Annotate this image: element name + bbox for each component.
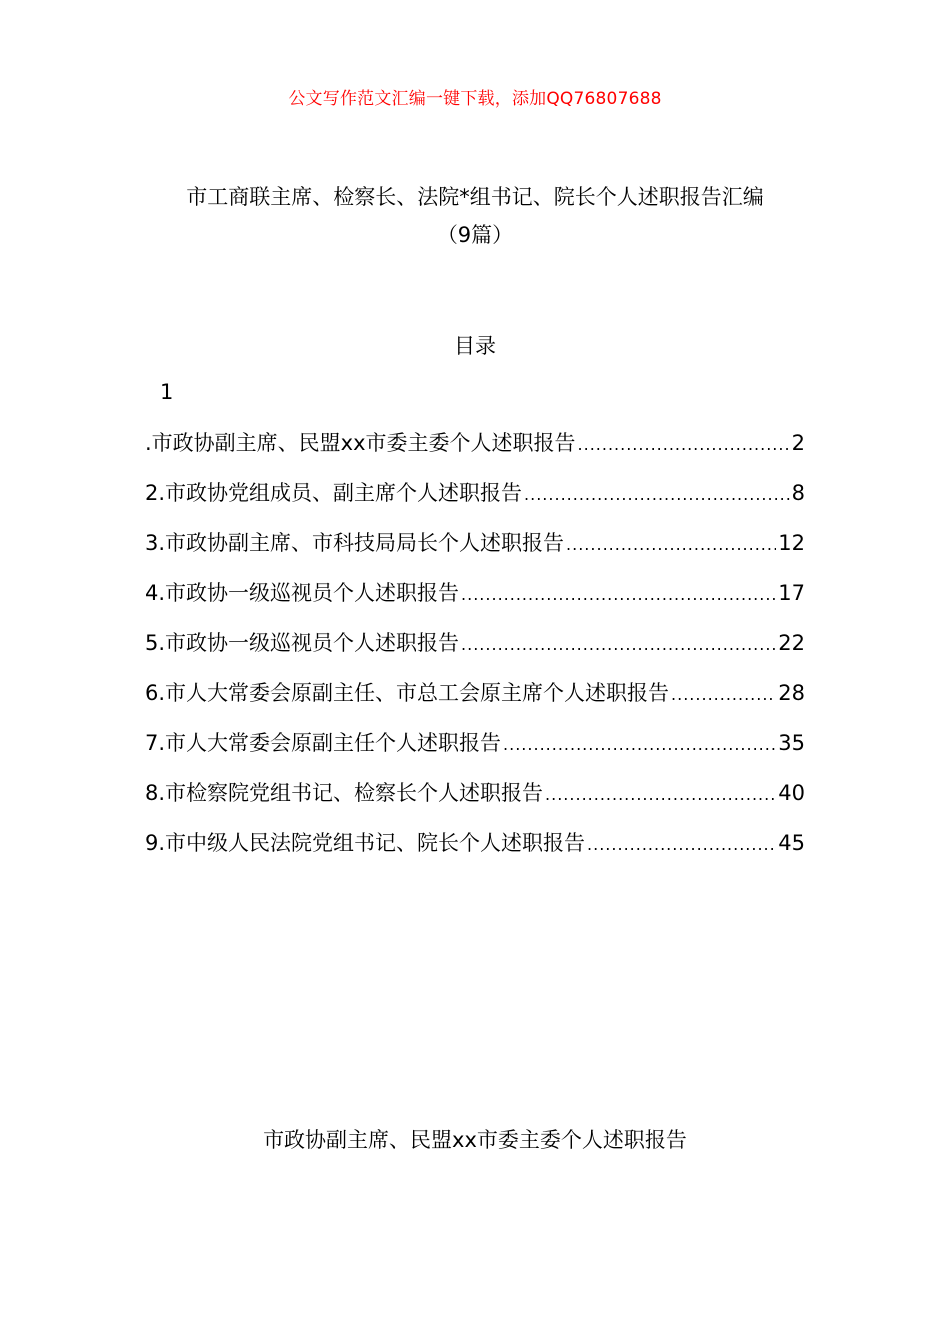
toc-entry-text: 9.市中级人民法院党组书记、院长个人述职报告	[145, 831, 586, 855]
toc-entry-text: .市政协副主席、民盟xx市委主委个人述职报告	[145, 431, 576, 455]
toc-entry[interactable]	[145, 427, 805, 477]
toc-entry-text: 3.市政协副主席、市科技局局长个人述职报告	[145, 531, 565, 555]
toc-entry[interactable]	[145, 777, 805, 827]
document-title-line1: 市工商联主席、检察长、法院*组书记、院长个人述职报告汇编	[186, 185, 764, 209]
toc-entry[interactable]	[145, 527, 805, 577]
toc-leader-dots	[524, 485, 790, 504]
toc-entry-page: 45	[778, 831, 805, 855]
toc-entry[interactable]	[145, 577, 805, 627]
toc-number-line: 1	[160, 380, 174, 404]
toc-entry-page: 2	[791, 431, 805, 455]
toc-entry-page: 35	[778, 731, 805, 755]
toc-leader-dots	[671, 685, 776, 704]
toc-leader-dots	[545, 785, 776, 804]
toc-entry-page: 12	[778, 531, 805, 555]
toc-entry-text: 2.市政协党组成员、副主席个人述职报告	[145, 481, 523, 505]
promo-banner[interactable]: 公文写作范文汇编一键下载，添加QQ76807688	[288, 89, 662, 109]
toc-entry[interactable]	[145, 477, 805, 527]
toc-leader-dots	[566, 535, 776, 554]
toc-entry-text: 4.市政协一级巡视员个人述职报告	[145, 581, 460, 605]
toc-entry-page: 8	[791, 481, 805, 505]
toc-leader-dots	[503, 735, 776, 754]
document-title	[0, 178, 950, 254]
toc-entry-page: 40	[778, 781, 805, 805]
toc-entry[interactable]	[145, 727, 805, 777]
toc-leader-dots	[587, 835, 776, 854]
toc-entry-text: 7.市人大常委会原副主任个人述职报告	[145, 731, 502, 755]
document-title-line2: （9篇）	[436, 223, 514, 247]
toc-entry[interactable]	[145, 627, 805, 677]
toc-leader-dots	[578, 435, 790, 454]
toc-entry-page: 22	[778, 631, 805, 655]
toc-entry[interactable]	[145, 677, 805, 727]
toc-entry[interactable]	[145, 827, 805, 877]
toc-entry-text: 6.市人大常委会原副主任、市总工会原主席个人述职报告	[145, 681, 670, 705]
toc-entry-text: 5.市政协一级巡视员个人述职报告	[145, 631, 460, 655]
table-of-contents	[145, 427, 805, 877]
toc-heading: 目录	[454, 334, 496, 358]
toc-leader-dots	[461, 585, 776, 604]
toc-entry-page: 17	[778, 581, 805, 605]
section-title: 市政协副主席、民盟xx市委主委个人述职报告	[263, 1128, 687, 1152]
toc-entry-page: 28	[778, 681, 805, 705]
toc-entry-text: 8.市检察院党组书记、检察长个人述职报告	[145, 781, 544, 805]
toc-leader-dots	[461, 635, 776, 654]
